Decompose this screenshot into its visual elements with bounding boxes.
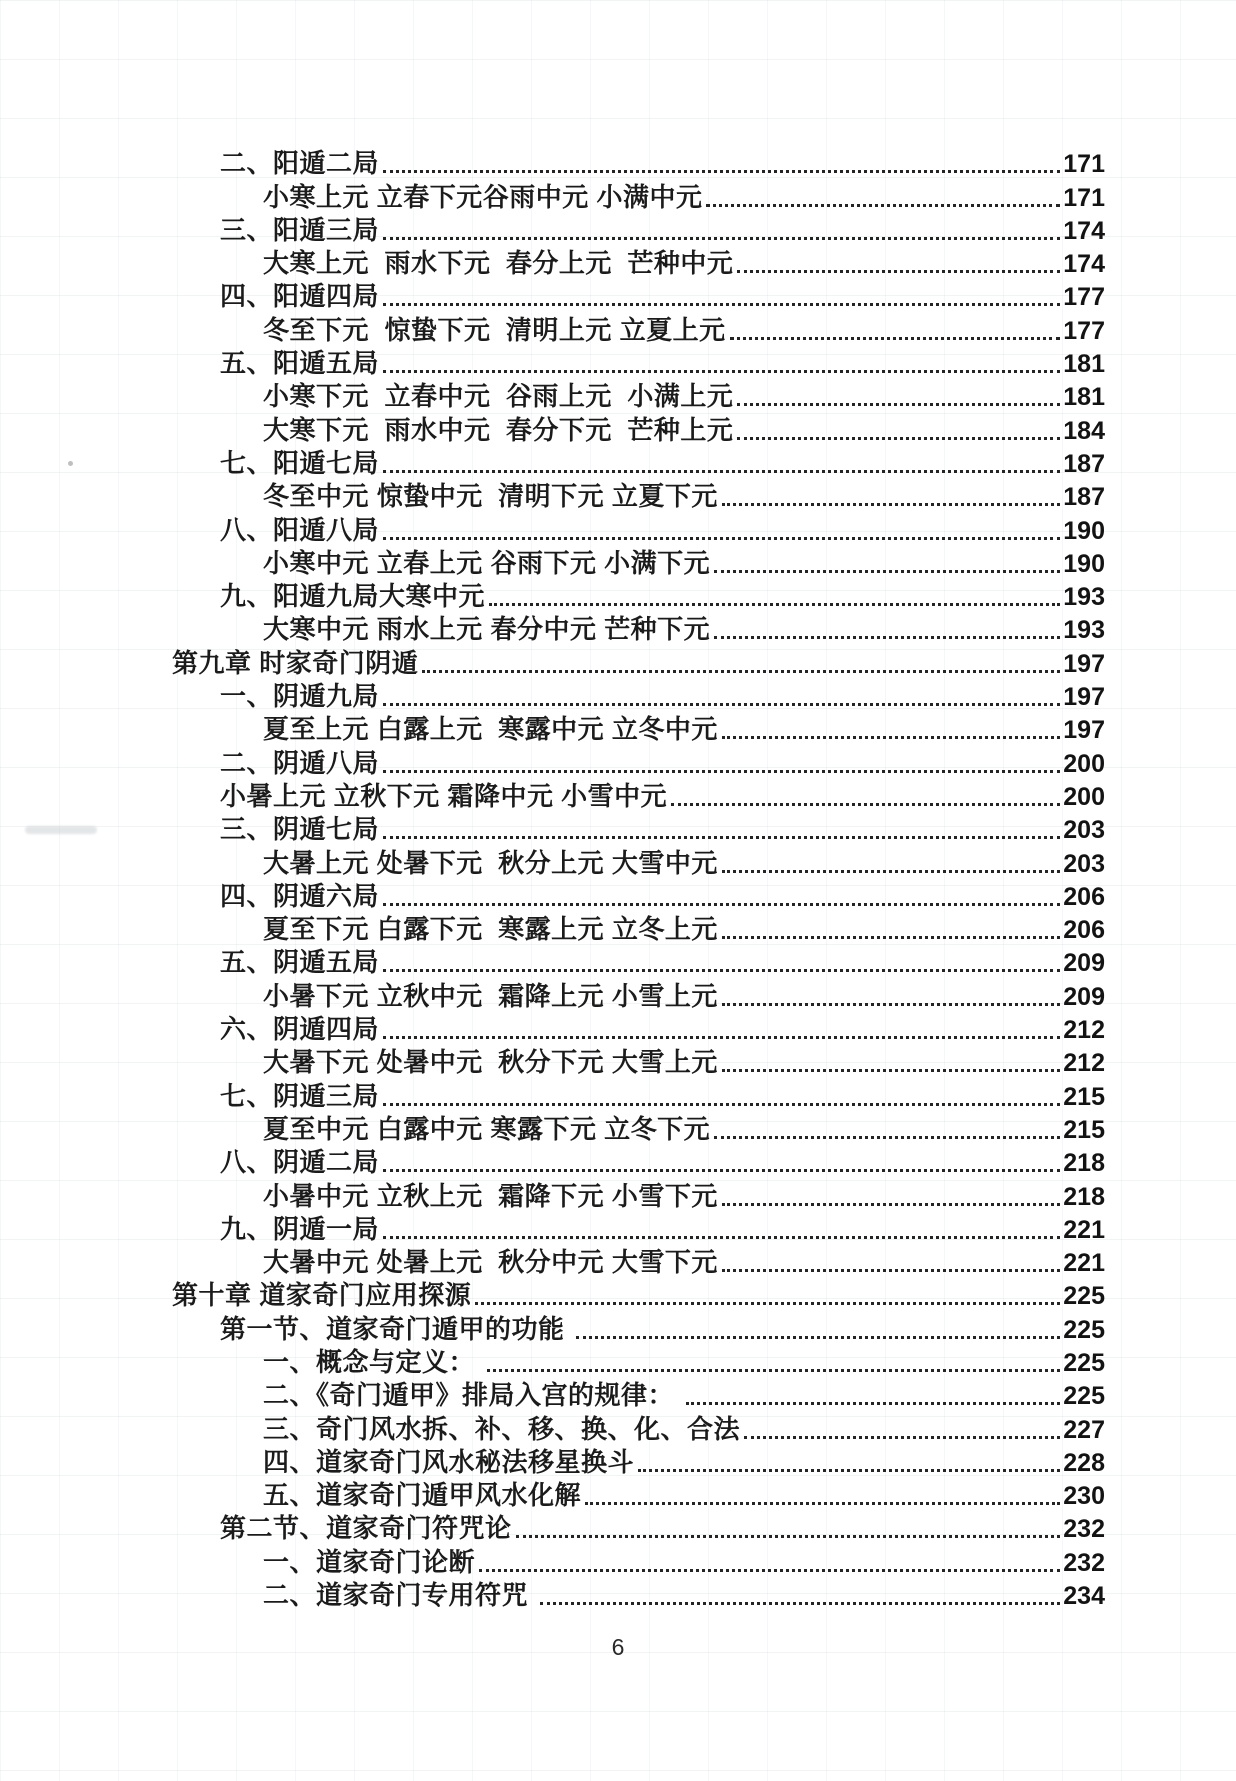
dotted-leader (383, 1103, 1060, 1106)
toc-entry-label: 四、阳遁四局 (220, 281, 380, 312)
dotted-leader (722, 736, 1060, 739)
toc-entry[interactable] (172, 1278, 1105, 1311)
toc-entry[interactable] (172, 179, 1105, 212)
toc-entry[interactable] (172, 1145, 1105, 1178)
toc-entry-label: 大寒中元 雨水上元 春分中元 芒种下元 (263, 614, 711, 645)
dotted-leader (722, 1003, 1060, 1006)
toc-entry-label: 九、阳遁九局大寒中元 (220, 581, 486, 612)
toc-entry-label: 夏至上元 白露上元 寒露中元 立冬中元 (263, 714, 718, 745)
dotted-leader (383, 170, 1060, 173)
toc-entry-page-number[interactable]: 171 (1063, 150, 1105, 179)
toc-entry-label: 大寒上元 雨水下元 春分上元 芒种中元 (263, 248, 734, 279)
toc-entry[interactable] (172, 1112, 1105, 1145)
dotted-leader (383, 903, 1060, 906)
toc-entry-label: 冬至下元 惊蛰下元 清明上元 立夏上元 (263, 314, 726, 345)
toc-entry-page-number[interactable]: 212 (1063, 1016, 1105, 1045)
toc-entry-page-number[interactable]: 200 (1063, 782, 1105, 811)
toc-entry[interactable] (172, 1445, 1105, 1478)
scan-artifact-smudge (25, 826, 97, 834)
dotted-leader (638, 1469, 1060, 1472)
dotted-leader (722, 1069, 1060, 1072)
dotted-leader (737, 403, 1060, 406)
toc-entry[interactable] (172, 1212, 1105, 1245)
dotted-leader (722, 1269, 1060, 1272)
toc-entry-label: 冬至中元 惊蛰中元 清明下元 立夏下元 (263, 481, 718, 512)
toc-entry[interactable] (172, 346, 1105, 379)
toc-entry-label: 小寒上元 立春下元谷雨中元 小满中元 (263, 181, 703, 212)
toc-entry-label: 二、道家奇门专用符咒 (263, 1580, 536, 1611)
toc-entry-page-number[interactable]: 228 (1063, 1448, 1105, 1477)
toc-entry-page-number[interactable]: 203 (1063, 849, 1105, 878)
toc-entry-page-number[interactable]: 190 (1063, 516, 1105, 545)
toc-list (172, 146, 1105, 1611)
toc-entry[interactable] (172, 1012, 1105, 1045)
toc-entry-label: 二、阳遁二局 (220, 148, 380, 179)
toc-entry-page-number[interactable]: 177 (1063, 316, 1105, 345)
toc-entry-label: 九、阴遁一局 (220, 1213, 380, 1244)
dotted-leader (722, 936, 1060, 939)
toc-entry-label: 四、道家奇门风水秘法移星换斗 (263, 1446, 635, 1477)
toc-entry-page-number[interactable]: 227 (1063, 1415, 1105, 1444)
toc-entry-page-number[interactable]: 218 (1063, 1182, 1105, 1211)
toc-entry-page-number[interactable]: 225 (1063, 1282, 1105, 1311)
dotted-leader (516, 1535, 1061, 1538)
toc-entry[interactable] (172, 246, 1105, 279)
dotted-leader (671, 803, 1060, 806)
dotted-leader (722, 503, 1060, 506)
toc-entry-label: 五、阴遁五局 (220, 947, 380, 978)
toc-entry-page-number[interactable]: 184 (1063, 416, 1105, 445)
toc-entry-label: 三、阴遁七局 (220, 814, 380, 845)
toc-entry-page-number[interactable]: 218 (1063, 1149, 1105, 1178)
toc-entry-page-number[interactable]: 215 (1063, 1115, 1105, 1144)
dotted-leader (383, 969, 1060, 972)
toc-entry-page-number[interactable]: 187 (1063, 483, 1105, 512)
scan-artifact-dot (68, 461, 73, 466)
toc-entry-page-number[interactable]: 221 (1063, 1215, 1105, 1244)
toc-entry[interactable] (172, 812, 1105, 845)
dotted-leader (383, 1236, 1060, 1239)
dotted-leader (714, 570, 1060, 573)
toc-entry-label: 第九章 时家奇门阴遁 (172, 647, 419, 678)
toc-entry[interactable] (172, 745, 1105, 778)
dotted-leader (737, 437, 1060, 440)
dotted-leader (540, 1602, 1061, 1605)
dotted-leader (422, 670, 1060, 673)
toc-entry-label: 六、阴遁四局 (220, 1014, 380, 1045)
toc-entry[interactable] (172, 1311, 1105, 1344)
toc-entry[interactable] (172, 1345, 1105, 1378)
toc-entry-page-number[interactable]: 177 (1063, 283, 1105, 312)
dotted-leader (487, 1369, 1061, 1372)
toc-entry-page-number[interactable]: 215 (1063, 1082, 1105, 1111)
toc-entry-label: 小寒中元 立春上元 谷雨下元 小满下元 (263, 547, 711, 578)
toc-entry-label: 第一节、道家奇门遁甲的功能 (220, 1313, 573, 1344)
dotted-leader (383, 703, 1060, 706)
dotted-leader (714, 636, 1060, 639)
toc-entry-page-number[interactable]: 181 (1063, 350, 1105, 379)
dotted-leader (383, 1169, 1060, 1172)
toc-entry[interactable] (172, 978, 1105, 1011)
dotted-leader (737, 270, 1060, 273)
toc-entry-label: 小寒下元 立春中元 谷雨上元 小满上元 (263, 381, 734, 412)
dotted-leader (730, 337, 1061, 340)
toc-entry-page-number[interactable]: 232 (1063, 1515, 1105, 1544)
toc-entry[interactable] (172, 612, 1105, 645)
dotted-leader (383, 537, 1060, 540)
toc-entry[interactable] (172, 1578, 1105, 1611)
toc-entry-page-number[interactable]: 206 (1063, 882, 1105, 911)
dotted-leader (479, 1569, 1060, 1572)
toc-entry-label: 大寒下元 雨水中元 春分下元 芒种上元 (263, 414, 734, 445)
dotted-leader (686, 1402, 1061, 1405)
toc-entry-label: 二、阴遁八局 (220, 747, 380, 778)
dotted-leader (383, 1036, 1060, 1039)
toc-entry[interactable] (172, 1245, 1105, 1278)
toc-entry[interactable] (172, 645, 1105, 678)
dotted-leader (722, 870, 1060, 873)
toc-entry[interactable] (172, 1045, 1105, 1078)
toc-entry[interactable] (172, 945, 1105, 978)
toc-entry-label: 三、奇门风水拆、补、移、换、化、合法 (263, 1413, 741, 1444)
toc-entry[interactable] (172, 879, 1105, 912)
toc-entry-label: 一、概念与定义： (263, 1346, 483, 1377)
toc-entry-label: 三、阳遁三局 (220, 214, 380, 245)
toc-entry[interactable] (172, 912, 1105, 945)
dotted-leader (585, 1502, 1060, 1505)
toc-entry[interactable] (172, 1178, 1105, 1211)
toc-entry-label: 八、阴遁二局 (220, 1147, 380, 1178)
dotted-leader (489, 603, 1060, 606)
toc-entry-label: 夏至中元 白露中元 寒露下元 立冬下元 (263, 1113, 711, 1144)
toc-entry-page-number[interactable]: 197 (1063, 649, 1105, 678)
toc-entry-label: 夏至下元 白露下元 寒露上元 立冬上元 (263, 914, 718, 945)
toc-entry-page-number[interactable]: 187 (1063, 449, 1105, 478)
toc-entry[interactable] (172, 845, 1105, 878)
toc-entry-page-number[interactable]: 200 (1063, 749, 1105, 778)
toc-entry-page-number[interactable]: 212 (1063, 1049, 1105, 1078)
toc-entry-label: 大暑中元 处暑上元 秋分中元 大雪下元 (263, 1247, 718, 1278)
dotted-leader (714, 1136, 1060, 1139)
toc-entry-page-number[interactable]: 203 (1063, 816, 1105, 845)
toc-entry-page-number[interactable]: 197 (1063, 683, 1105, 712)
toc-entry-label: 第二节、道家奇门符咒论 (220, 1513, 512, 1544)
toc-entry[interactable] (172, 1544, 1105, 1577)
toc-entry-page-number[interactable]: 174 (1063, 216, 1105, 245)
toc-entry-page-number[interactable]: 209 (1063, 949, 1105, 978)
dotted-leader (706, 204, 1060, 207)
dotted-leader (383, 237, 1060, 240)
toc-entry[interactable] (172, 1478, 1105, 1511)
toc-entry-label: 第十章 道家奇门应用探源 (172, 1280, 472, 1311)
toc-entry[interactable] (172, 479, 1105, 512)
toc-entry-page-number[interactable]: 174 (1063, 250, 1105, 279)
toc-entry-label: 一、道家奇门论断 (263, 1546, 476, 1577)
toc-entry-label: 七、阳遁七局 (220, 447, 380, 478)
footer-page-number: 6 (611, 1634, 625, 1660)
toc-entry[interactable] (172, 712, 1105, 745)
toc-entry[interactable] (172, 279, 1105, 312)
dotted-leader (722, 1203, 1060, 1206)
dotted-leader (383, 836, 1060, 839)
toc-entry-page-number[interactable]: 190 (1063, 549, 1105, 578)
dotted-leader (383, 770, 1060, 773)
toc-entry-label: 二、《奇门遁甲》排局入宫的规律： (263, 1380, 682, 1411)
dotted-leader (383, 470, 1060, 473)
toc-entry-page-number[interactable]: 225 (1063, 1315, 1105, 1344)
toc-entry[interactable] (172, 1511, 1105, 1544)
toc-entry-page-number[interactable]: 230 (1063, 1482, 1105, 1511)
toc-entry-label: 五、阳遁五局 (220, 348, 380, 379)
toc-entry-page-number[interactable]: 193 (1063, 583, 1105, 612)
toc-entry-page-number[interactable]: 234 (1063, 1582, 1105, 1611)
toc-entry-label: 四、阴遁六局 (220, 880, 380, 911)
toc-entry-label: 大暑下元 处暑中元 秋分下元 大雪上元 (263, 1047, 718, 1078)
toc-entry[interactable] (172, 412, 1105, 445)
toc-entry-page-number[interactable]: 206 (1063, 916, 1105, 945)
toc-entry-page-number[interactable]: 181 (1063, 383, 1105, 412)
dotted-leader (383, 370, 1060, 373)
toc-entry-label: 小暑下元 立秋中元 霜降上元 小雪上元 (263, 980, 718, 1011)
toc-entry-label: 五、道家奇门遁甲风水化解 (263, 1480, 582, 1511)
toc-entry[interactable] (172, 213, 1105, 246)
toc-entry[interactable] (172, 379, 1105, 412)
toc-entry[interactable] (172, 579, 1105, 612)
dotted-leader (576, 1336, 1060, 1339)
toc-entry-page-number[interactable]: 225 (1063, 1382, 1105, 1411)
toc-entry-label: 一、阴遁九局 (220, 681, 380, 712)
dotted-leader (475, 1302, 1060, 1305)
toc-entry[interactable] (172, 446, 1105, 479)
toc-entry[interactable] (172, 312, 1105, 345)
toc-entry-label: 大暑上元 处暑下元 秋分上元 大雪中元 (263, 847, 718, 878)
dotted-leader (744, 1436, 1060, 1439)
toc-entry-label: 七、阴遁三局 (220, 1080, 380, 1111)
toc-entry-page-number[interactable]: 221 (1063, 1249, 1105, 1278)
toc-entry[interactable] (172, 1378, 1105, 1411)
toc-entry-label: 小暑上元 立秋下元 霜降中元 小雪中元 (220, 780, 668, 811)
toc-entry-label: 八、阳遁八局 (220, 514, 380, 545)
toc-entry-page-number[interactable]: 225 (1063, 1348, 1105, 1377)
toc-entry[interactable] (172, 146, 1105, 179)
toc-entry-page-number[interactable]: 171 (1063, 183, 1105, 212)
page-footer (0, 1634, 1236, 1661)
toc-entry[interactable] (172, 1078, 1105, 1111)
toc-entry[interactable] (172, 779, 1105, 812)
toc-entry[interactable] (172, 1411, 1105, 1444)
toc-entry[interactable] (172, 546, 1105, 579)
toc-entry[interactable] (172, 679, 1105, 712)
toc-entry-page-number[interactable]: 197 (1063, 716, 1105, 745)
toc-entry-page-number[interactable]: 232 (1063, 1548, 1105, 1577)
dotted-leader (383, 303, 1060, 306)
toc-entry-page-number[interactable]: 209 (1063, 982, 1105, 1011)
toc-entry-page-number[interactable]: 193 (1063, 616, 1105, 645)
toc-entry[interactable] (172, 512, 1105, 545)
toc-entry-label: 小暑中元 立秋上元 霜降下元 小雪下元 (263, 1180, 718, 1211)
